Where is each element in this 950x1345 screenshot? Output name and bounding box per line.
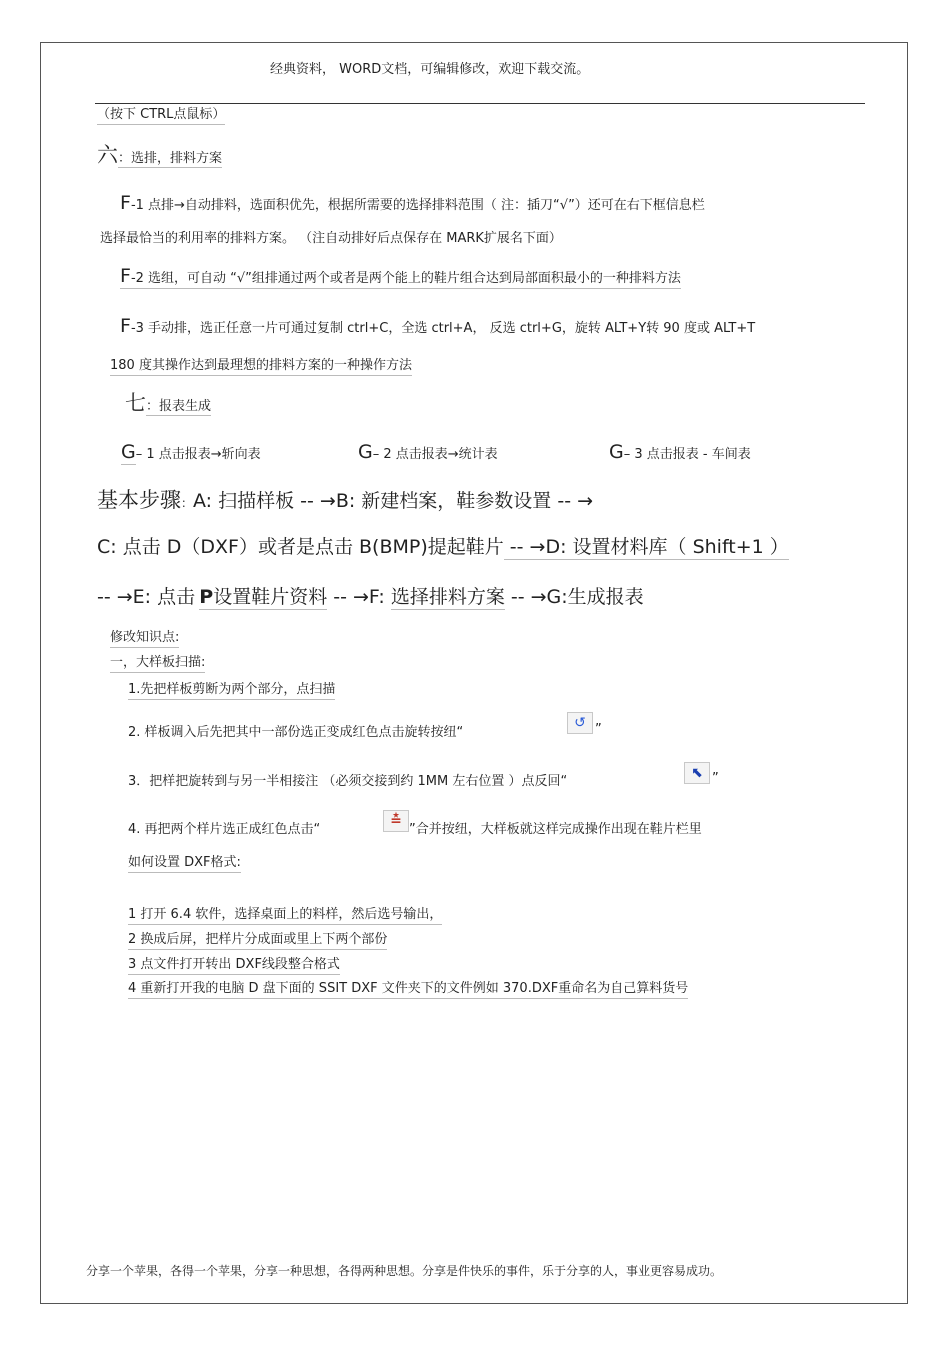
section-6-title: ：选排，排料方案 (118, 151, 223, 166)
g3-text: – 3 点击报表 - 车间表 (623, 447, 751, 462)
f2-key: F (120, 265, 131, 287)
g1-line (121, 441, 261, 463)
note-3-text: 3．把样把旋转到与另一半相接注 （必须交接到约 1MM 左右位置 ）点反回“ (128, 774, 568, 789)
dxf-step-1: 1 打开 6.4 软件，选择桌面上的料样，然后选号输出， (128, 907, 442, 925)
return-arrow-icon: ⬉ (684, 762, 710, 784)
f3-text: -3 手动排，选正任意一片可通过复制 ctrl+C，全选 ctrl+A， 反选 ctrl+G，旋转 ALT+Y转 90 度或 ALT+T (130, 321, 756, 336)
notes-section-1: 一，大样板扫描: (110, 655, 205, 673)
g3-key: G (609, 441, 624, 463)
g2-text: – 2 点击报表→统计表 (372, 447, 498, 462)
section-6-number: 六 (97, 143, 118, 167)
steps-row-1-text: A: 扫描样板 -- →B: 新建档案，鞋参数设置 -- → (193, 490, 594, 512)
note-2-close: ” (595, 722, 602, 737)
steps-row-1 (97, 487, 593, 513)
f3-key: F (120, 315, 131, 337)
f2-line (120, 265, 681, 289)
dxf-title: 如何设置 DXF格式: (128, 855, 241, 873)
g2-key: G (358, 441, 373, 463)
steps-row-3-p: P (199, 586, 214, 608)
steps-colon: ： (181, 496, 194, 510)
steps-label: 基本步骤 (97, 488, 181, 512)
f2-text: -2 选组，可自动 “√”组排通过两个或者是两个能上的鞋片组合达到局部面积最小的一种排料方法 (130, 271, 681, 286)
section-7-heading (125, 390, 211, 416)
steps-row-3-a: -- →E: 点击 (97, 586, 196, 608)
f3-continuation: 180 度其操作达到最理想的排料方案的一种操作方法 (110, 358, 412, 376)
steps-row-3 (97, 586, 644, 608)
steps-row-3-d: 选择排料方案 (390, 586, 505, 608)
f3-line (120, 315, 756, 337)
g2-line (358, 441, 498, 463)
f1-line (120, 192, 705, 214)
g1-text: – 1 点击报表→斩向表 (135, 447, 261, 462)
note-1: 1.先把样板剪断为两个部分，点扫描 (128, 682, 335, 700)
note-3-close: ” (712, 771, 719, 786)
ctrl-note: （按下 CTRL点鼠标） (97, 107, 225, 125)
g1-key: G (121, 441, 136, 463)
notes-title: 修改知识点: (110, 630, 179, 648)
section-6-heading (97, 142, 222, 168)
rotate-icon: ↺ (567, 712, 593, 734)
section-7-title: ：报表生成 (146, 399, 212, 414)
page-footer: 分享一个苹果，各得一个苹果，分享一种思想，各得两种思想。分享是件快乐的事件，乐于分享的人，事业更容易成功。 (86, 1264, 723, 1278)
merge-icon: ≛ (383, 810, 409, 832)
steps-row-3-c: -- →F: (327, 586, 391, 608)
header-rule (95, 103, 865, 104)
f1-key: F (120, 192, 131, 214)
steps-row-2-text-b: -- →D: 设置材料库（ Shift+1 ） (503, 536, 789, 558)
g3-line (609, 441, 751, 463)
steps-row-3-b: 设置鞋片资料 (213, 586, 328, 608)
dxf-step-2: 2 换成后屏，把样片分成面或里上下两个部份 (128, 932, 387, 950)
note-2-text: 2. 样板调入后先把其中一部份选正变成红色点击旋转按纽“ (128, 725, 464, 740)
note-2 (128, 725, 463, 741)
steps-row-3-e: -- →G:生成报表 (504, 586, 644, 608)
dxf-step-3: 3 点文件打开转出 DXF线段整合格式 (128, 957, 340, 975)
steps-row-2 (97, 536, 789, 558)
steps-row-2-text: C: 点击 D（DXF）或者是点击 B(BMP)提起鞋片 (97, 536, 504, 558)
f1-continuation: 选择最恰当的利用率的排料方案。 （注自动排好后点保存在 MARK扩展名下面） (100, 231, 562, 246)
note-3 (128, 774, 567, 790)
note-4-text: 4. 再把两个样片选正成红色点击“ (128, 822, 321, 837)
section-7-number: 七 (125, 391, 146, 415)
page-header: 经典资料， WORD文档，可编辑修改，欢迎下载交流。 (270, 62, 590, 77)
note-4 (128, 822, 320, 838)
f1-text: -1 点排→自动排料，选面积优先，根据所需要的选择排料范围（ 注：插刀“√”）还可在右下框信息栏 (130, 198, 705, 213)
note-4-tail: ”合并按纽，大样板就这样完成操作出现在鞋片栏里 (409, 822, 702, 837)
dxf-step-4: 4 重新打开我的电脑 D 盘下面的 SSIT DXF 文件夹下的文件例如 370.DXF重命名为自己算料货号 (128, 981, 688, 999)
